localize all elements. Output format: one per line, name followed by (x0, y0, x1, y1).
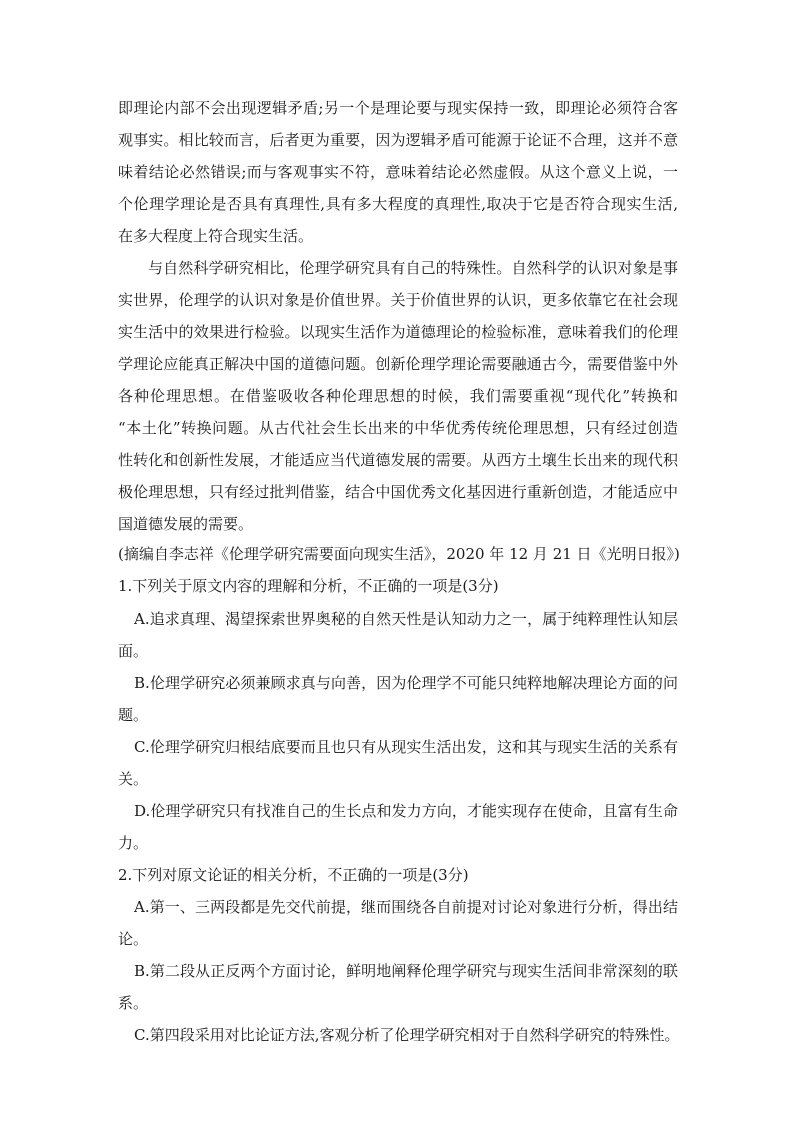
paragraph-3-line-4: 个伦理学理论是否具有真理性,具有多大程度的真理性,取决于它是否符合现实生活, (118, 195, 678, 213)
paragraph-3-line-2: 观事实。相比较而言，后者更为重要，因为逻辑矛盾可能源于论证不合理，这并不意 (118, 131, 678, 149)
paragraph-4-line-7: 性转化和创新性发展，才能适应当代道德发展的需要。从西方土壤生长出来的现代积 (118, 451, 678, 469)
paragraph-3-line-5: 在多大程度上符合现实生活。 (118, 227, 314, 245)
paragraph-4-line-1: 与自然科学研究相比，伦理学研究具有自己的特殊性。自然科学的认识对象是事 (148, 259, 678, 277)
paragraph-4-line-4: 学理论应能真正解决中国的道德问题。创新伦理学理论需要融通古今，需要借鉴中外 (118, 355, 678, 373)
question-2-stem: 2.下列对原文论证的相关分析，不正确的一项是(3分) (118, 866, 469, 884)
paragraph-4-line-9: 国道德发展的需要。 (118, 515, 254, 533)
question-1-option-b-cont: 题。 (118, 706, 149, 724)
question-1-option-a: A.追求真理、渴望探索世界奥秘的自然天性是认知动力之一，属于纯粹理性认知层 (134, 610, 678, 628)
question-2-option-b: B.第二段从正反两个方面讨论，鲜明地阐释伦理学研究与现实生活间非常深刻的联 (134, 962, 678, 980)
question-2-option-c: C.第四段采用对比论证方法,客观分析了伦理学研究相对于自然科学研究的特殊性。 (134, 1026, 680, 1044)
question-1-option-c-cont: 关。 (118, 770, 149, 788)
question-2-option-a: A.第一、三两段都是先交代前提，继而围绕各自前提对讨论对象进行分析，得出结 (134, 898, 678, 916)
paragraph-4-line-5: 各种伦理思想。在借鉴吸收各种伦理思想的时候，我们需要重视“现代化”转换和 (118, 387, 678, 405)
paragraph-4-line-6: “本土化”转换问题。从古代社会生长出来的中华优秀传统伦理思想，只有经过创造 (118, 419, 678, 437)
paragraph-3-line-1: 即理论内部不会出现逻辑矛盾;另一个是理论要与现实保持一致，即理论必须符合客 (118, 99, 678, 117)
question-1-option-b: B.伦理学研究必须兼顾求真与向善，因为伦理学不可能只纯粹地解决理论方面的问 (134, 674, 678, 692)
question-1-option-d: D.伦理学研究只有找准自己的生长点和发力方向，才能实现存在使命，且富有生命 (134, 802, 678, 820)
paragraph-4-line-8: 极伦理思想，只有经过批判借鉴，结合中国优秀文化基因进行重新创造，才能适应中 (118, 483, 678, 501)
question-1-option-c: C.伦理学研究归根结底要而且也只有从现实生活出发，这和其与现实生活的关系有 (134, 738, 678, 756)
paragraph-3-line-3: 味着结论必然错误;而与客观事实不符，意味着结论必然虚假。从这个意义上说，一 (118, 163, 678, 181)
question-1-option-a-cont: 面。 (118, 642, 149, 660)
question-2-option-b-cont: 系。 (118, 994, 149, 1012)
question-1-option-d-cont: 力。 (118, 834, 149, 852)
paragraph-4-line-3: 实生活中的效果进行检验。以现实生活作为道德理论的检验标准，意味着我们的伦理 (118, 323, 678, 341)
paragraph-4-line-2: 实世界，伦理学的认识对象是价值世界。关于价值世界的认识，更多依靠它在社会现 (118, 291, 678, 309)
question-1-stem: 1.下列关于原文内容的理解和分析，不正确的一项是(3分) (118, 577, 499, 595)
source-citation: (摘编自李志祥《伦理学研究需要面向现实生活》，2020 年 12 月 21 日《光明日报》) (118, 545, 680, 563)
question-2-option-a-cont: 论。 (118, 930, 149, 948)
